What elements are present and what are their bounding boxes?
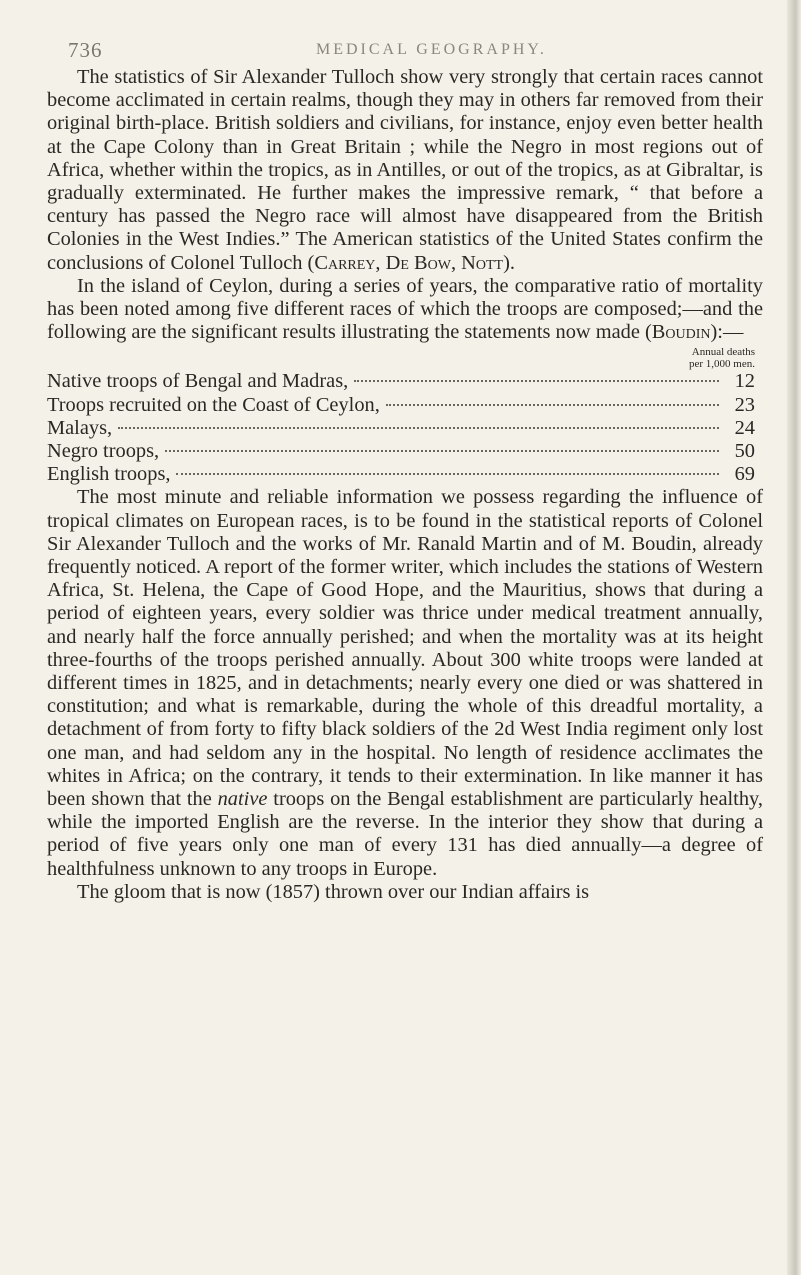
table-column-header [47, 346, 755, 370]
citation-separator: , [375, 251, 386, 274]
citation-carrey: Carrey [314, 251, 376, 274]
paragraph-ceylon [47, 275, 763, 345]
citation-separator: , [450, 251, 462, 274]
paragraph-text: troops on the Bengal establishment are particularly healthy, while the imported English are the reverse. In the interior they show that during a period of five years only one man of every 131 has died annually—a degree of healthfulness unknown to any troops in Europe. [47, 788, 763, 880]
paragraph-tropical-climates [47, 486, 763, 880]
row-value: 69 [734, 463, 755, 486]
page-number: 736 [68, 38, 103, 62]
row-label: Malays, [47, 416, 113, 439]
row-value: 50 [734, 440, 755, 462]
emphasis-native: native [217, 788, 268, 811]
citation-de-bow: De Bow [385, 251, 451, 274]
leader-dots [165, 450, 719, 452]
row-value: 12 [734, 370, 755, 393]
mortality-table [47, 370, 755, 486]
paragraph-indian-affairs: The gloom that is now (1857) thrown over our Indian affairs is [77, 880, 590, 903]
page-edge [787, 0, 801, 1275]
paragraph-tulloch-statistics [47, 66, 763, 275]
paragraph-text: The statistics of Sir Alexander Tulloch show very strongly that certain races cannot become acclimated in certain realms, though they may in others far removed from their original birth-place. British soldiers and civilians, for instance, enjoy even better health at the Cape Colony than in Great Britain ; while the Negro in most regions out of Africa, whether within the tropics, as in Antilles, or out of the tropics, as at Gibraltar, is gradually exterminated. He further makes the impressive remark, “ that before a century has passed the Negro race will almost have disappeared from the British Colonies in the West Indies.” The American statistics of the United States confirm the conclusions of Colonel Tulloch ( [47, 66, 763, 274]
row-label: English troops, [47, 463, 171, 486]
leader-dots [354, 380, 719, 382]
running-head [68, 38, 768, 64]
table-row [47, 394, 755, 417]
row-label: Negro troops, [47, 440, 160, 462]
citation-nott: Nott [461, 251, 504, 274]
leader-dots [118, 427, 719, 429]
body-text [47, 66, 763, 904]
paragraph-text: The most minute and reliable information we possess regarding the influence of tropical climates on European races, is to be found in the statistical reports of Colonel Sir Alexander Tulloch and the works of Mr. Ranald Martin and of M. Boudin, already frequently noticed. A report of the former writer, which includes the stations of Western Africa, St. Helena, the Cape of Good Hope, and the Mauritius, shows that during a period of eighteen years, every soldier was thrice under medical treatment annually, and nearly half the force annually perished; and when the mortality was at its height three-fourths of the troops perished annually. About 300 white troops were landed at different times in 1825, and in detachments; nearly every one died or was shattered in constitution; and what is remarkable, during the whole of this dreadful mortality, a detachment of from forty to fifty black soldiers of the 2d West India regiment only lost one man, and had seldom any in the hospital. No length of residence acclimates the whites in Africa; on the contrary, it tends to their extermination. In like manner it has been shown that the [47, 486, 763, 811]
row-value: 23 [734, 393, 755, 416]
row-value: 24 [734, 416, 755, 439]
paragraph-text: ):— [710, 321, 744, 344]
paragraph-text: ). [503, 251, 515, 274]
column-header-line: per 1,000 men. [689, 358, 755, 371]
table-row [47, 463, 755, 486]
running-title: MEDICAL GEOGRAPHY. [316, 41, 547, 58]
table-row [47, 417, 755, 440]
citation-boudin: Boudin [651, 321, 711, 344]
row-label: Troops recruited on the Coast of Ceylon, [47, 393, 380, 416]
paragraph-text: In the island of Ceylon, during a series of years, the comparative ratio of mortality has been noted among five different races of which the troops are composed;—and the following are the significant results illustrating the statements now made ( [47, 274, 763, 344]
leader-dots [176, 473, 719, 475]
column-header-line: Annual deaths [691, 346, 755, 359]
table-row [47, 440, 755, 463]
table-row [47, 370, 755, 393]
row-label: Native troops of Bengal and Madras, [47, 370, 349, 393]
leader-dots [386, 404, 719, 406]
